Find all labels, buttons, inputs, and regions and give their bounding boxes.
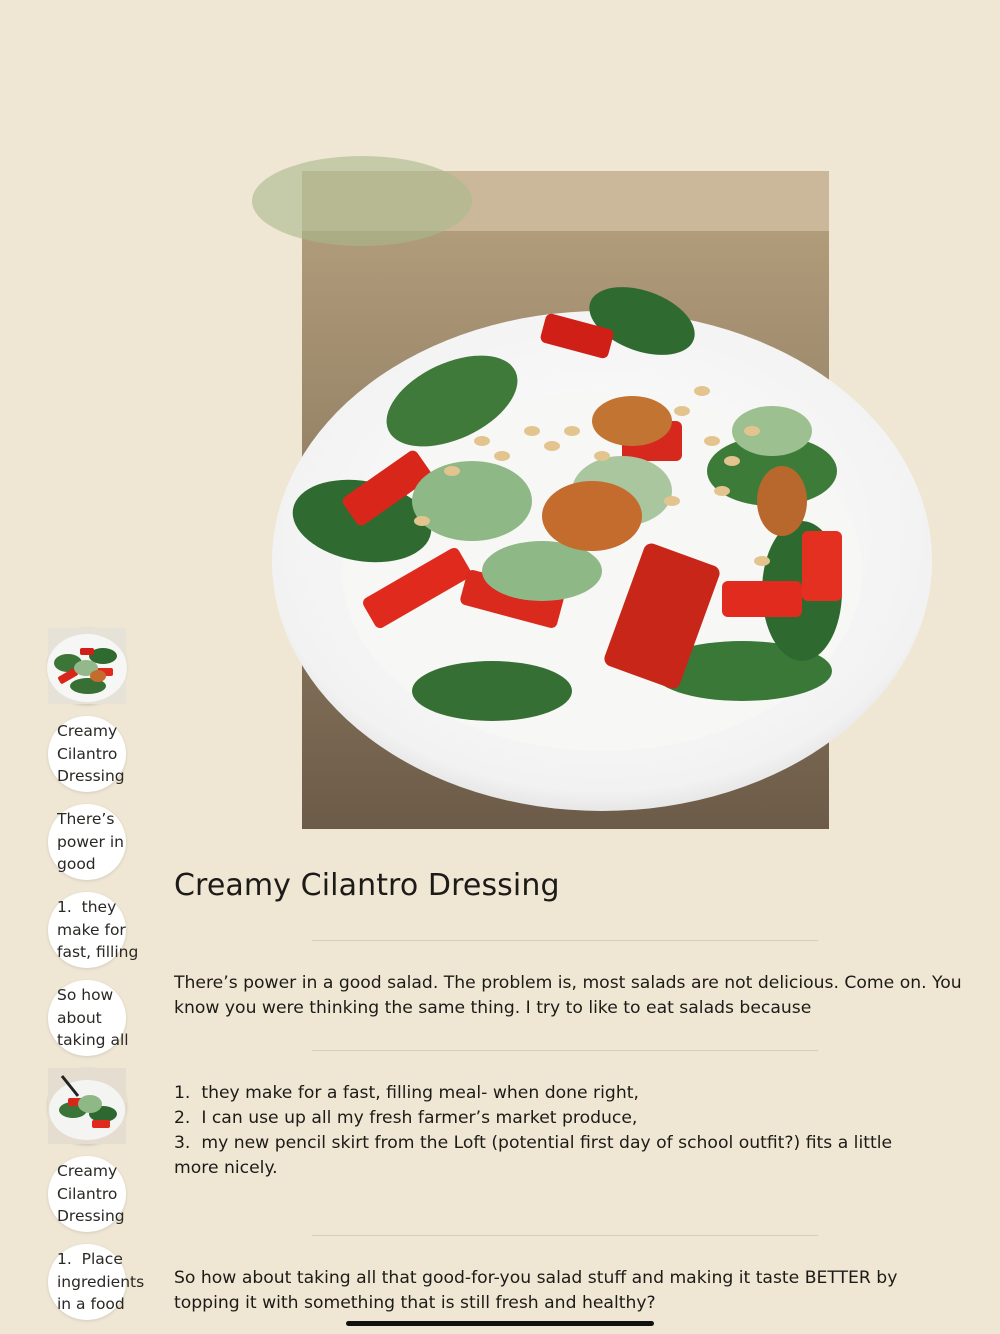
divider [312, 1235, 818, 1236]
thumbnail-intro[interactable]: There’s power in good [48, 804, 126, 880]
divider [312, 1050, 818, 1051]
thumbnail-title[interactable]: Creamy Cilantro Dressing [48, 1156, 126, 1232]
thumbnail-list[interactable]: 1. they make for fast, filling [48, 892, 126, 968]
article-closing-paragraph: So how about taking all that good-for-you salad stuff and making it taste BETTER by topping it with something that is still fresh and healthy? [174, 1268, 898, 1313]
hero-salad-photo[interactable] [302, 171, 829, 829]
list-item: 1. they make for a fast, filling meal- when done right, [174, 1083, 639, 1103]
article-list [174, 1081, 964, 1181]
article-title: Creamy Cilantro Dressing [174, 868, 560, 903]
article-intro-paragraph: There’s power in a good salad. The problem is, most salads are not delicious. Come on. You know you were thinking the same thing. I try to like to eat salads because [174, 973, 962, 1018]
divider [312, 940, 818, 941]
list-item: 2. I can use up all my fresh farmer’s market produce, [174, 1108, 638, 1128]
home-indicator[interactable] [346, 1321, 654, 1326]
list-item: 3. my new pencil skirt from the Loft (potential first day of school outfit?) fits a little [174, 1133, 893, 1153]
thumbnail-step[interactable]: 1. Place ingredients in a food [48, 1244, 126, 1320]
thumbnail-salad-bowl-photo[interactable] [48, 1068, 126, 1144]
thumbnail-salad-photo[interactable] [48, 628, 126, 704]
thumbnail-closing[interactable]: So how about taking all [48, 980, 126, 1056]
thumbnail-title[interactable]: Creamy Cilantro Dressing [48, 716, 126, 792]
list-item: more nicely. [174, 1158, 278, 1178]
